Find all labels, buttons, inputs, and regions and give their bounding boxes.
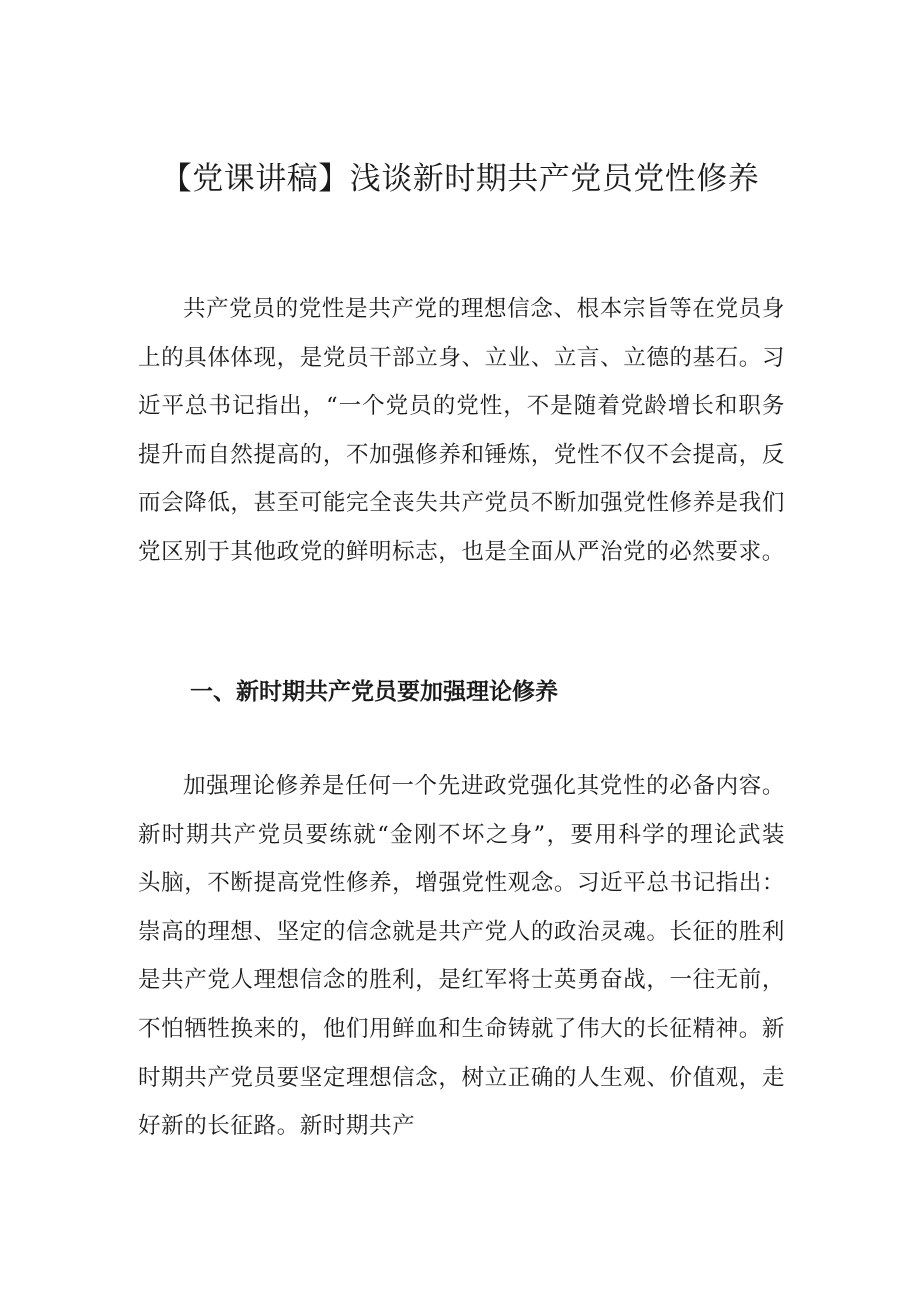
section-heading: 一、新时期共产党员要加强理论修养	[190, 679, 558, 705]
intro-paragraph: 共产党员的党性是共产党的理想信念、根本宗旨等在党员身上的具体体现，是党员干部立身、立业、立言、立德的基石。习近平总书记指出，“一个党员的党性，不是随着党龄增长和职务提升而自然提高的，不加强修养和锤炼，党性不仅不会提高，反而会降低，甚至可能完全丧失共产党员不断加强党性修养是我们党区别于其他政党的鲜明标志，也是全面从严治党的必然要求。	[138, 296, 785, 565]
document-title: 【党课讲稿】浅谈新时期共产党员党性修养	[160, 161, 760, 197]
body-paragraph: 加强理论修养是任何一个先进政党强化其党性的必备内容。新时期共产党员要练就“金刚不坏之身”，要用科学的理论武装头脑，不断提高党性修养，增强党性观念。习近平总书记指出：崇高的理想、坚定的信念就是共产党人的政治灵魂。长征的胜利是共产党人理想信念的胜利，是红军将士英勇奋战，一往无前，不怕牺牲换来的，他们用鲜血和生命铸就了伟大的长征精神。新时期共产党员要坚定理想信念，树立正确的人生观、价值观，走好新的长征路。新时期共产	[138, 773, 785, 1140]
